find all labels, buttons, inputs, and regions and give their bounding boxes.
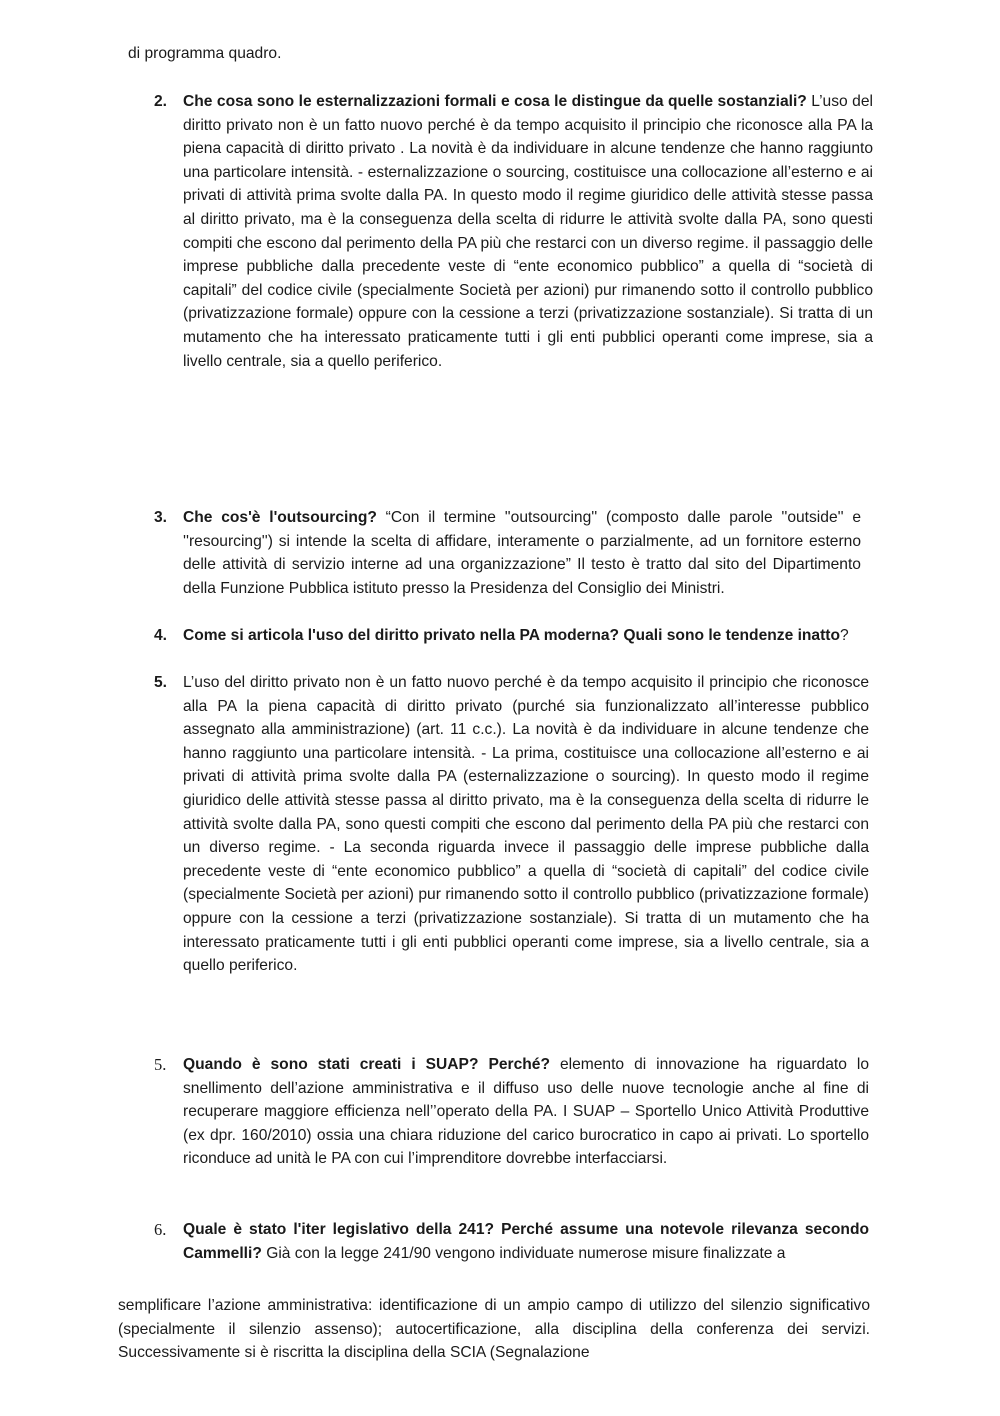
item-answer: L’uso del diritto privato non è un fatto nuovo perché è da tempo acquisito il principio che riconosce alla PA la piena capacità di diritto privato (purché sia funzionalizzato all’interesse pubblico assegnato alla amministrazione) (art. 11 c.c.). La novità è da individuare in alcune tendenze che hanno raggiunto una particolare intensità. - La prima, costituisce una collocazione all’esterno e ai privati di attività prima svolte dalla PA (esternalizzazione o sourcing). In questo modo il regime giuridico delle attività stesse passa al diritto privato, ma è la conseguenza della scelta di ridurre le attività svolte dalla PA, sono questi compiti che escono dal perimento della PA più che restarci con un diverso regime. - La seconda riguarda invece il passaggio delle imprese pubbliche dalla precedente veste di “ente economico pubblico” a quella di “società di capitali” del codice civile (specialmente Società per azioni) pur rimanendo sotto il controllo pubblico (privatizzazione formale) oppure con la cessione a terzi (privatizzazione sostanziale). Si tratta di un mutamento che ha interessato praticamente tutti i gli enti pubblici operanti come imprese, sia a livello centrale, sia a quello periferico. [183, 674, 869, 975]
item-number: 5. [154, 1055, 167, 1074]
item-answer: L’uso del diritto privato non è un fatto nuovo perché è da tempo acquisito il principio che riconosce alla PA la piena capacità di diritto privato . La novità è da individuare in alcune tendenze che hanno raggiunto una particolare intensità. - esternalizzazione o sourcing, costituisce una collocazione all’esterno e ai privati di attività prima svolte dalla PA. In questo modo il regime giuridico delle attività stesse passa al diritto privato, ma è la conseguenza della scelta di ridurre le attività svolte dalla PA, sono questi compiti che escono dal perimento della PA più che restarci con un diverso regime. il passaggio delle imprese pubbliche dalla precedente veste di “ente economico pubblico” a quella di “società di capitali” del codice civile (specialmente Società per azioni) pur rimanendo sotto il controllo pubblico (privatizzazione formale) oppure con la cessione a terzi (privatizzazione sostanziale). Si tratta di un mutamento che ha interessato praticamente tutti i gli enti pubblici operanti come imprese, sia a livello centrale, sia a quello periferico. [183, 93, 873, 370]
item-question: Come si articola l'uso del diritto privato nella PA moderna? Quali sono le tendenze inatto [183, 627, 841, 644]
item-number: 6. [154, 1220, 167, 1239]
item-number: 4. [154, 627, 168, 644]
item-answer: “Con il termine ''outsourcing'' (composto dalle parole ''outside'' e ''resourcing'') si intende la scelta di affidare, interamente o parzialmente, ad un fornitore esterno delle attività di servizio interne ad una organizzazione” Il testo è tratto dal sito del Dipartimento della Funzione Pubblica istituto presso la Presidenza del Consiglio dei Ministri. [183, 509, 862, 597]
item-number: 5. [154, 674, 168, 691]
continuation-paragraph: semplificare l’azione amministrativa: identificazione di un ampio campo di utilizzo del silenzio significativo (specialmente il silenzio assenso); autocertificazione, alla disciplina della conferenza dei servizi. Successivamente si è riscritta la disciplina della SCIA (Segnalazione [118, 1297, 870, 1362]
item-answer: ? [840, 627, 849, 644]
list-item-4 [154, 624, 863, 648]
item-question: Che cosa sono le esternalizzazioni formali e cosa le distingue da quelle sostanziali? [183, 93, 807, 110]
item-number: 3. [154, 509, 168, 526]
list-item-5a [154, 671, 869, 978]
list-item-5b [154, 1053, 869, 1171]
list-item-3 [154, 506, 862, 600]
list-item-2 [154, 90, 873, 373]
item-question: Che cos'è l'outsourcing? [183, 509, 377, 526]
item-question: Quale è stato l'iter legislativo della 241? Perché assume una notevole rilevanza secondo Cammelli? [183, 1221, 869, 1262]
item-answer: Già con la legge 241/90 vengono individuate numerose misure finalizzate a [261, 1244, 786, 1262]
list-item-6 [154, 1218, 869, 1265]
intro-line: di programma quadro. [128, 45, 282, 62]
item-answer: elemento di innovazione ha riguardato lo snellimento dell’azione amministrativa e il diffuso uso delle nuove tecnologie anche al fine di recuperare maggiore efficienza nell’’operato della PA. I SUAP – Sportello Unico Attività Produttive (ex dpr. 160/2010) ossia una chiara riduzione del carico burocratico in capo ai privati. Lo sportello riconduce ad unità le PA con cui l’imprenditore dovrebbe interfacciarsi. [183, 1056, 869, 1168]
item-question: Quando è sono stati creati i SUAP? Perché? [183, 1056, 550, 1073]
item-number: 2. [154, 93, 168, 110]
